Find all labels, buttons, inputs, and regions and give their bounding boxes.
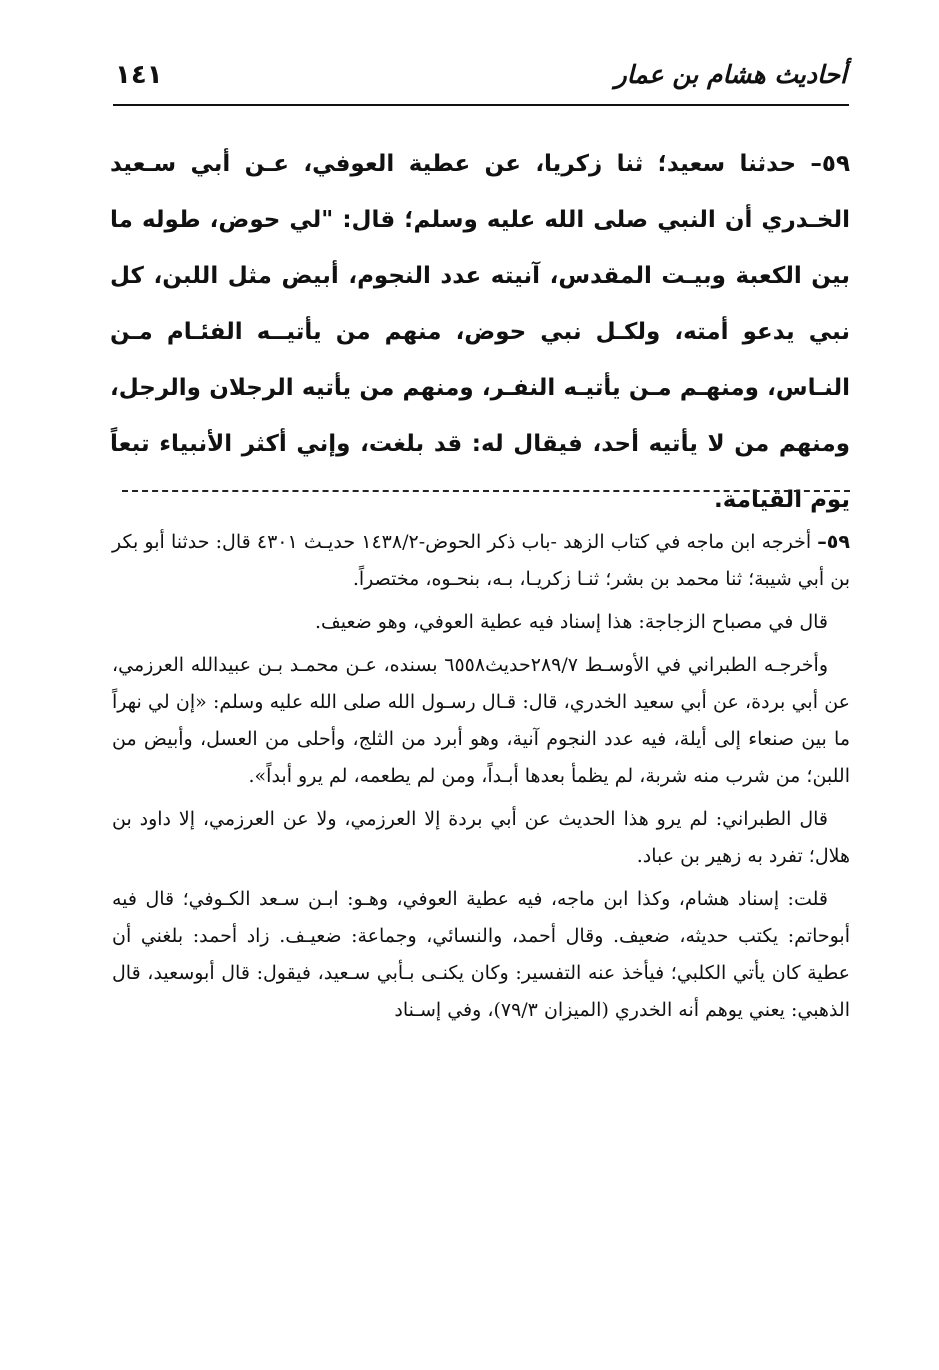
footnote-separator <box>122 490 850 492</box>
footnote-paragraph: وأخرجـه الطبراني في الأوسـط ٢٨٩/٧حديث٦٥٥٨ بسنده، عـن محمـد بـن عبيدالله العرزمي، عن أبي بردة، عن أبي سعيد الخدري، قال: قـال رسـول الله صلى الله عليه وسلم: «إن لي نهراً ما بين صنعاء إلى أيلة، فيه عدد النجوم آنية، وهو أبرد من الثلج، وأحلى من العسل، وأبيض من اللبن؛ من شرب منه شربة، لم يظمأ بعدها أبـداً، ومن لم يطعمه، لم يرو أبداً». <box>112 654 850 787</box>
hadith-number: ٥٩– <box>810 151 850 177</box>
running-title: أحاديث هشام بن عمار <box>614 60 847 89</box>
footnotes <box>112 524 850 1035</box>
footnote-text: أخرجه ابن ماجه في كتاب الزهد -باب ذكر الحوض-١٤٣٨/٢ حديـث ٤٣٠١ قال: حدثنا أبو بكر بن أبي شيبة؛ ثنا محمد بن بشر؛ ثنـا زكريـا، بـه، بنحـوه، مختصراً. <box>112 531 850 590</box>
footnote-paragraph: قال الطبراني: لم يرو هذا الحديث عن أبي بردة إلا العرزمي، ولا عن العرزمي، إلا داود بن هلال؛ تفرد به زهير بن عباد. <box>112 808 850 867</box>
hadith-text <box>110 136 850 528</box>
page-header <box>115 58 847 98</box>
footnote-paragraph: قال في مصباح الزجاجة: هذا إسناد فيه عطية العوفي، وهو ضعيف. <box>315 611 828 633</box>
hadith-body: حدثنا سعيد؛ ثنا زكريا، عن عطية العوفي، عـن أبي سـعيد الخـدري أن النبي صلى الله عليه وسلم؛ قال: "لي حوض، طوله ما بين الكعبة وبيـت المقدس، آنيته عدد النجوم، أبيض مثل اللبن، كل نبي يدعو أمته، ولكـل نبي حوض، منهم من يأتيــه الفئـام مـن النـاس، ومنهـم مـن يأتيـه النفـر، ومنهم من يأتيه الرجلان والرجل، ومنهم من لا يأتيه أحد، فيقال له: قد بلغت، وإني أكثر الأنبياء تبعاً يوم القيامة. <box>110 151 850 513</box>
footnote-paragraph <box>112 524 850 598</box>
page-number: ١٤١ <box>115 60 163 90</box>
header-rule <box>113 104 849 106</box>
footnote-paragraph: قلت: إسناد هشام، وكذا ابن ماجه، فيه عطية العوفي، وهـو: ابـن سـعد الكـوفي؛ قال فيه أبوحاتم: يكتب حديثه، ضعيف. وقال أحمد، والنسائي، وجماعة: ضعيـف. زاد أحمد: بلغني أن عطية كان يأتي الكلبي؛ فيأخذ عنه التفسير: وكان يكنـى بـأبي سـعيد، فيقول: قال أبوسعيد، قال الذهبي: يعني يوهم أنه الخدري (الميزان ٧٩/٣)، وفي إسـناد <box>112 888 850 1021</box>
footnote-number: ٥٩– <box>817 531 850 553</box>
